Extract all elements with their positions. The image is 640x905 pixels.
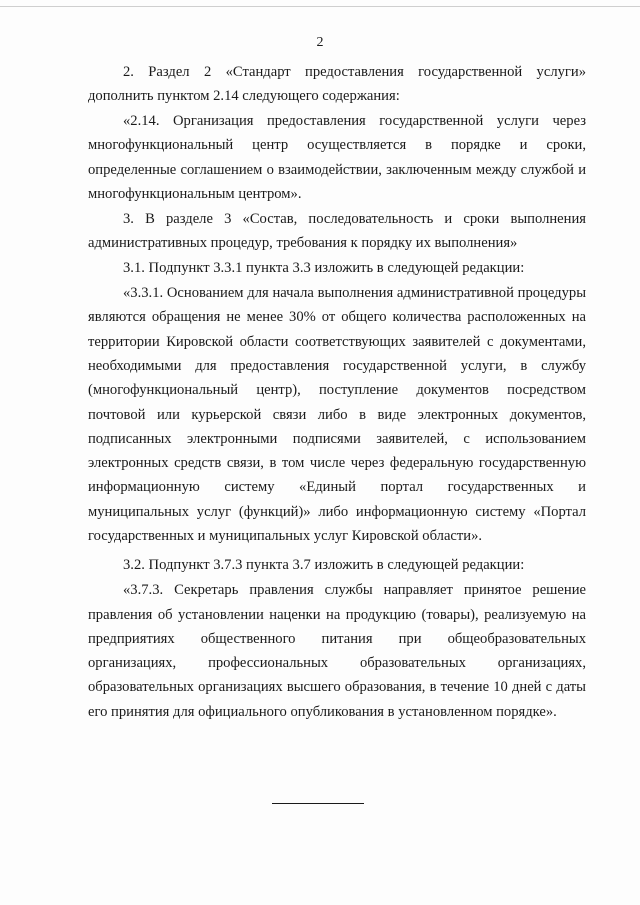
paragraph-item-2-14: «2.14. Организация предоставления государственной услуги через многофункциональный центр осуществляется в порядке и сроки, определенные соглашением о взаимодействии, заключенным между службой и многофункциональным центром».	[88, 113, 586, 203]
scan-top-edge	[0, 6, 640, 7]
paragraph-item-3-3-1: «3.3.1. Основанием для начала выполнения административной процедуры являются обращения не менее 30% от общего количества расположенных на территории Кировской области соответствующих заявителей с документами, необходимыми для предоставления государственной услуги, в службу (многофункциональный центр), поступление документов посредством почтовой или курьерской связи либо в виде электронных документов, подписанных электронными подписями заявителей, с использованием электронных средств связи, в том числе через федеральную государственную информационную систему «Единый портал государственных и муниципальных услуг (функций)» либо информационную систему «Портал государственных и муниципальных услуг Кировской области».	[88, 285, 586, 545]
paragraph-section-2-amendment: 2. Раздел 2 «Стандарт предоставления государственной услуги» дополнить пунктом 2.14 следующего содержания:	[88, 64, 586, 105]
paragraph-subitem-3-1: 3.1. Подпункт 3.3.1 пункта 3.3 изложить в следующей редакции:	[123, 260, 525, 277]
paragraph-subitem-3-2: 3.2. Подпункт 3.7.3 пункта 3.7 изложить в следующей редакции:	[123, 557, 525, 574]
paragraph-section-3-amendment: 3. В разделе 3 «Состав, последовательность и сроки выполнения административных процедур, требования к порядку их выполнения»	[88, 210, 586, 252]
closing-rule	[272, 803, 364, 804]
page-number: 2	[316, 35, 324, 50]
document-body	[88, 60, 586, 725]
paragraph-item-3-7-3: «3.7.3. Секретарь правления службы направляет принятое решение правления об установлении наценки на продукцию (товары), реализуемую на предприятиях общественного питания при общеобразовательных организациях, профессиональных образовательных организациях, образовательных организациях высшего образования, в течение 10 дней с даты его принятия для официального опубликования в установленном порядке».	[88, 582, 586, 720]
